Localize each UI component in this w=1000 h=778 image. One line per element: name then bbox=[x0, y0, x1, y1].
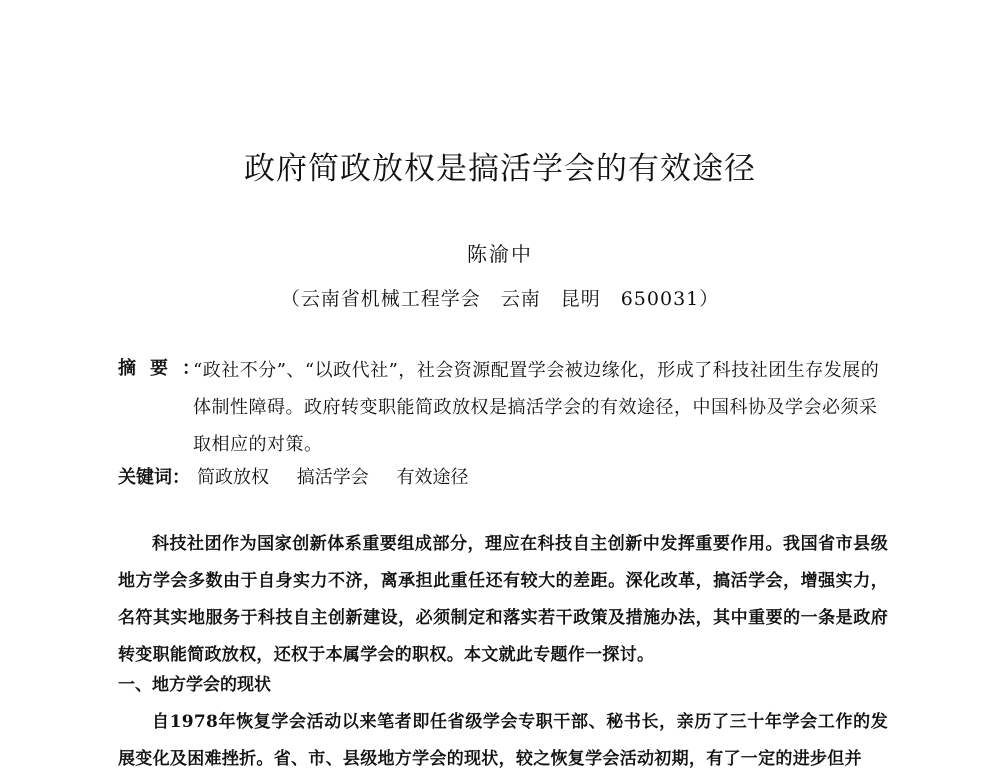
section-paragraph: 自1978年恢复学会活动以来笔者即任省级学会专职干部、秘书长，亲历了三十年学会工作的发展变化及困难挫折。省、市、县级地方学会的现状，较之恢复学会活动初期，有了一定的进步但并 bbox=[118, 712, 888, 769]
author-affiliation: （云南省机械工程学会 云南 昆明 650031） bbox=[280, 288, 720, 310]
keywords-label: 关键词： bbox=[118, 467, 190, 488]
keyword-item: 简政放权 bbox=[197, 467, 269, 488]
author-name: 陈渝中 bbox=[467, 242, 533, 266]
keyword-item: 搞活学会 bbox=[296, 467, 369, 488]
section-heading: 一、地方学会的现状 bbox=[118, 675, 271, 695]
intro-paragraph: 科技社团作为国家创新体系重要组成部分，理应在科技自主创新中发挥重要作用。我国省市县级地方学会多数由于自身实力不济，离承担此重任还有较大的差距。深化改革，搞活学会，增强实力，名符其实地服务于科技自主创新建设，必须制定和落实若干政策及措施办法，其中重要的一条是政府转变职能简政放权，还权于本属学会的职权。本文就此专题作一探讨。 bbox=[118, 534, 888, 665]
abstract-text: “政社不分”、“以政代社”，社会资源配置学会被边缘化，形成了科技社团生存发展的体制性障碍。政府转变职能简政放权是搞活学会的有效途径，中国科协及学会必须采取相应的对策。 bbox=[193, 360, 880, 455]
keywords-list bbox=[197, 463, 490, 489]
keyword-item: 有效途径 bbox=[396, 467, 469, 488]
paper-title: 政府简政放权是搞活学会的有效途径 bbox=[244, 151, 756, 187]
abstract-label: 摘要： bbox=[118, 358, 214, 379]
